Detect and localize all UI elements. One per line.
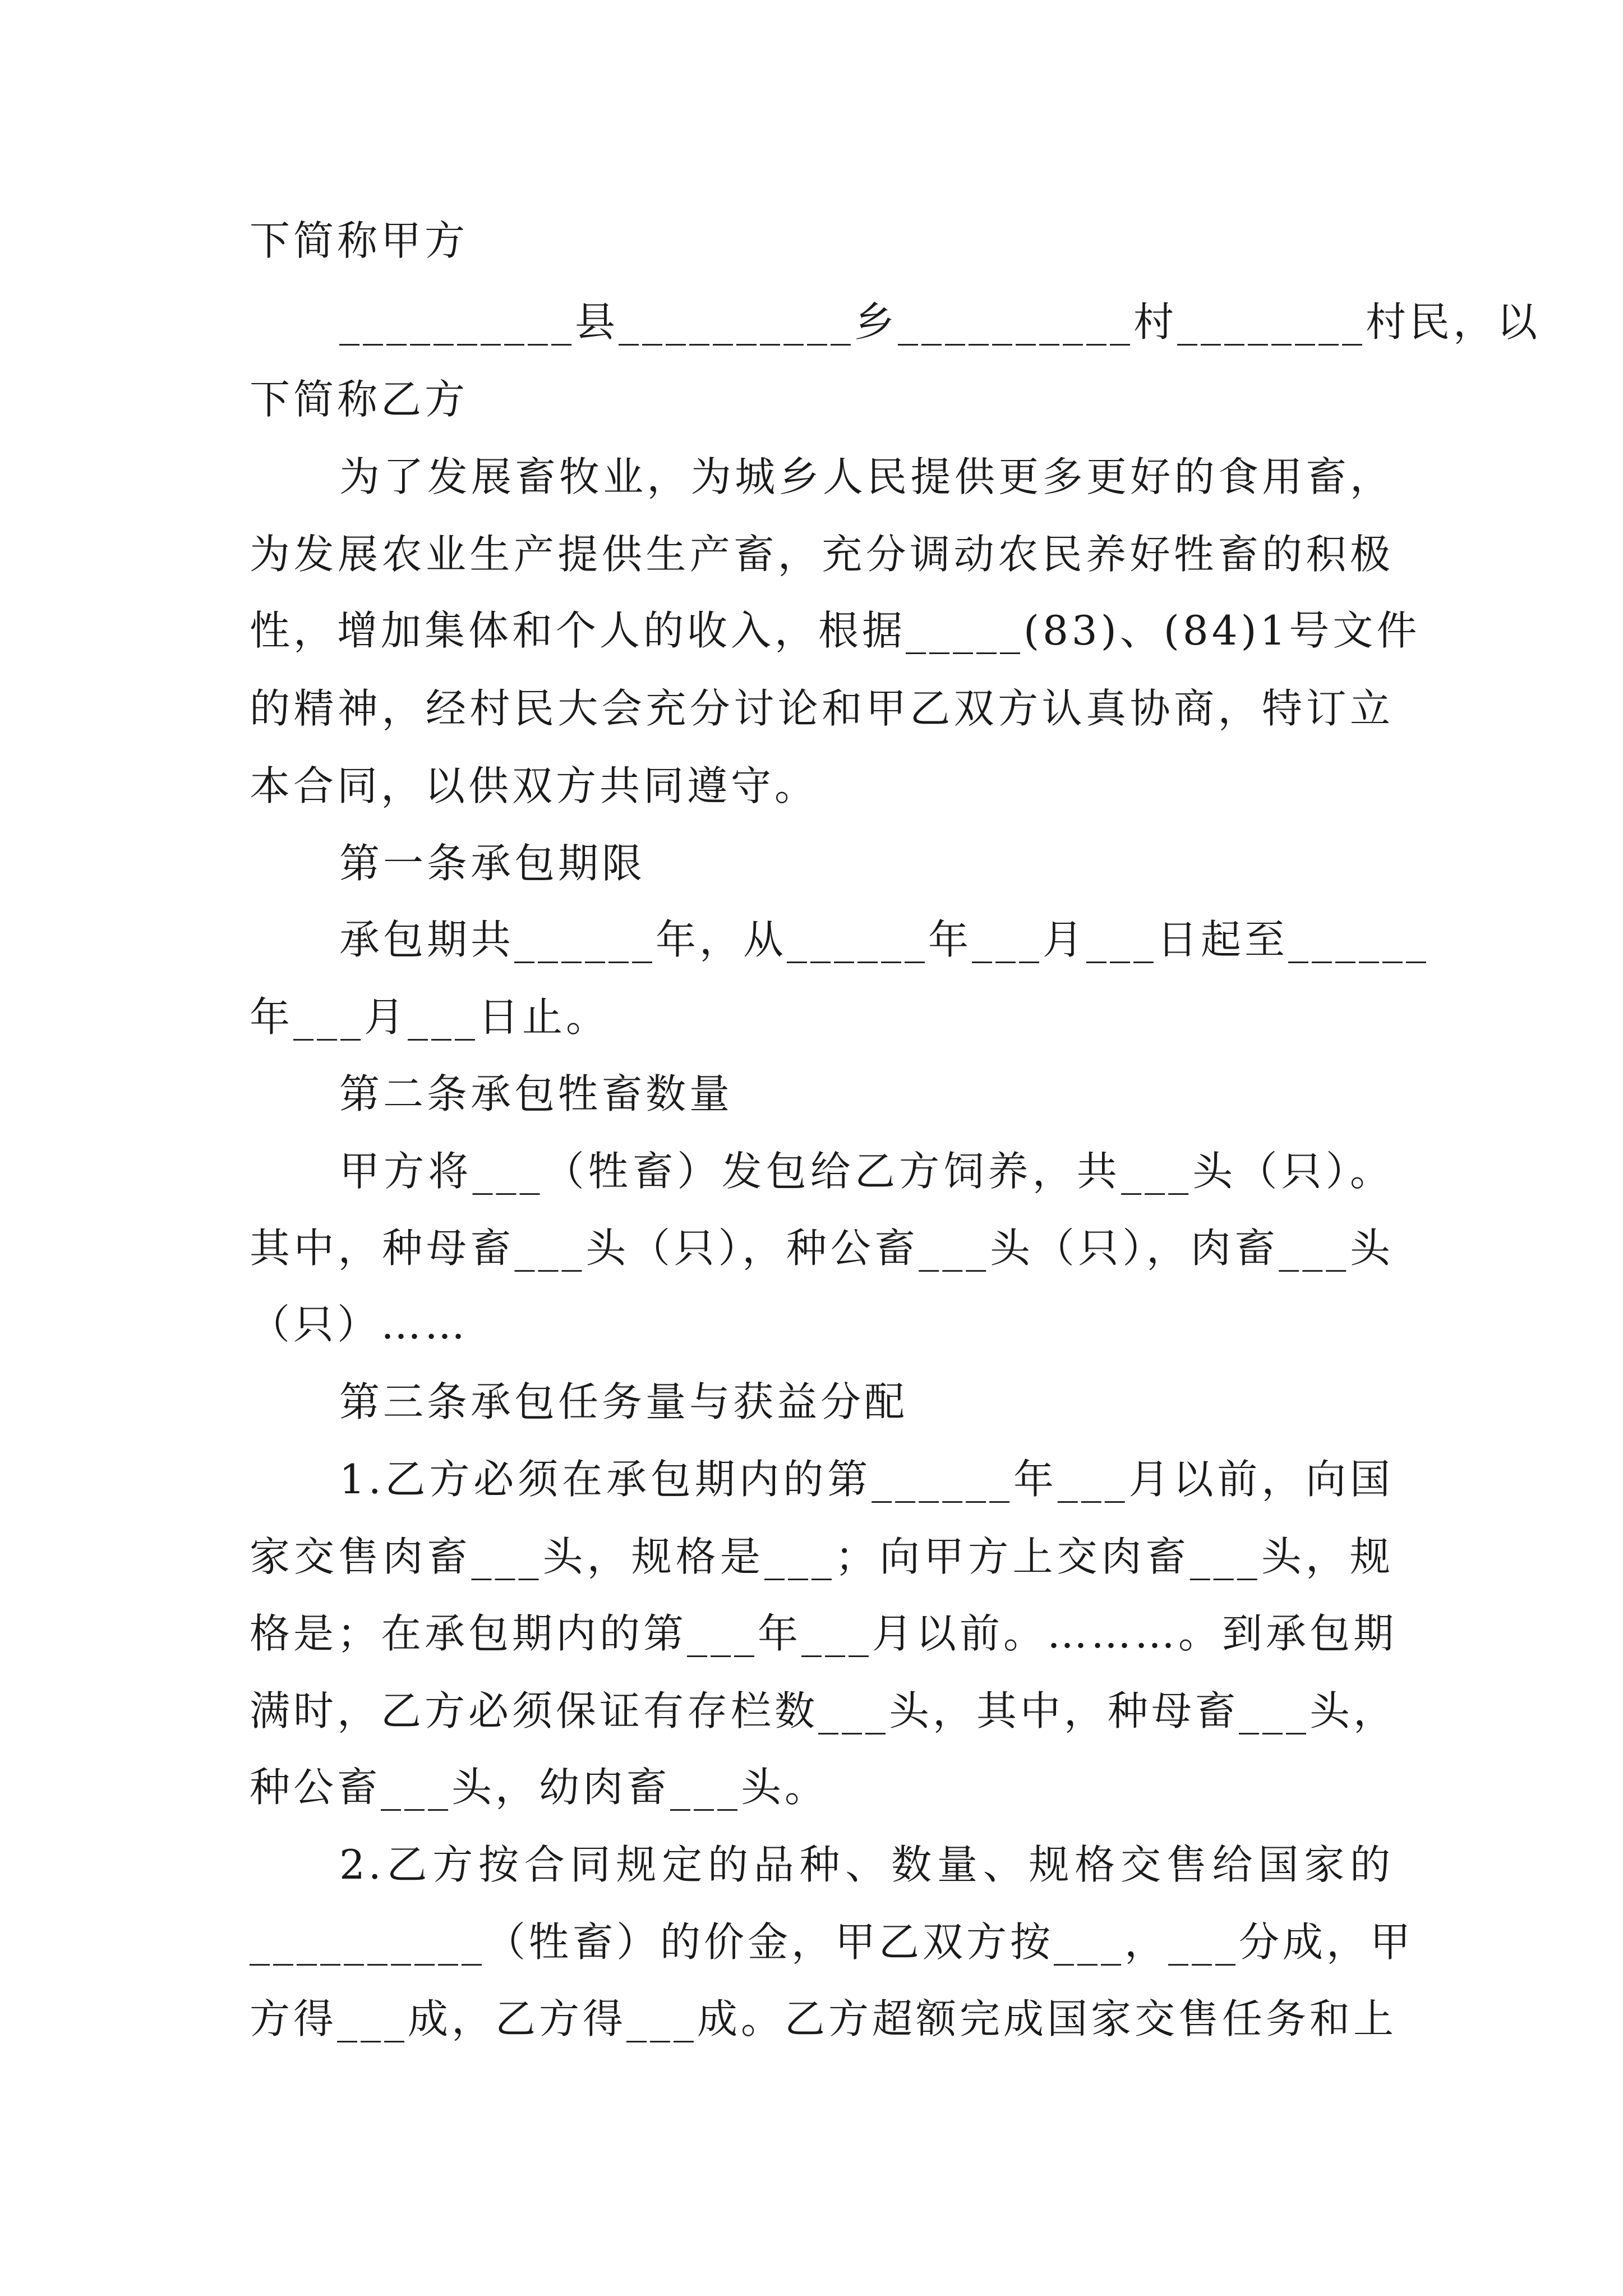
text-line: 年___月___日止。 (250, 993, 610, 1041)
text-line: 家交售肉畜___头，规格是___；向甲方上交肉畜___头，规 (250, 1533, 1394, 1580)
text-line: 性，增加集体和个人的收入，根据_____(83)、(84)1号文件 (250, 607, 1421, 654)
text-line: 格是；在承包期内的第___年___月以前。………。到承包期 (250, 1610, 1398, 1657)
text-line: 甲方将___（牲畜）发包给乙方饲养，共___头（只）。 (339, 1148, 1394, 1195)
text-line: __________（牲畜）的价金，甲乙双方按___，___分成，甲 (250, 1918, 1414, 1966)
text-line: 承包期共______年，从______年___月___日起至______ (339, 916, 1430, 963)
text-line: 方得___成，乙方得___成。乙方超额完成国家交售任务和上 (250, 1995, 1398, 2042)
text-line: 下简称甲方 (250, 217, 469, 264)
text-line: 下简称乙方 (250, 376, 469, 423)
text-line: 本合同，以供双方共同遵守。 (250, 762, 819, 809)
section-heading: 第三条承包任务量与获益分配 (339, 1378, 909, 1425)
text-line: 的精神，经村民大会充分讨论和甲乙双方认真协商，特订立 (250, 685, 1394, 732)
text-line: 为了发展畜牧业，为城乡人民提供更多更好的食用畜， (339, 453, 1394, 500)
text-line: 1.乙方必须在承包期内的第______年___月以前，向国 (339, 1456, 1394, 1503)
text-line: 满时，乙方必须保证有存栏数___头，其中，种母畜___头， (250, 1687, 1398, 1734)
text-line: __________县__________乡__________村________村民，以 (339, 298, 1541, 346)
text-line: 2.乙方按合同规定的品种、数量、规格交售给国家的 (339, 1841, 1394, 1888)
text-line: 为发展农业生产提供生产畜，充分调动农民养好牲畜的积极 (250, 531, 1394, 578)
text-line: 种公畜___头，幼肉畜___头。 (250, 1764, 829, 1811)
text-line: （只）…… (250, 1301, 469, 1348)
section-heading: 第一条承包期限 (339, 840, 646, 887)
text-line: 其中，种母畜___头（只），种公畜___头（只），肉畜___头 (250, 1225, 1394, 1272)
section-heading: 第二条承包牲畜数量 (339, 1070, 734, 1117)
